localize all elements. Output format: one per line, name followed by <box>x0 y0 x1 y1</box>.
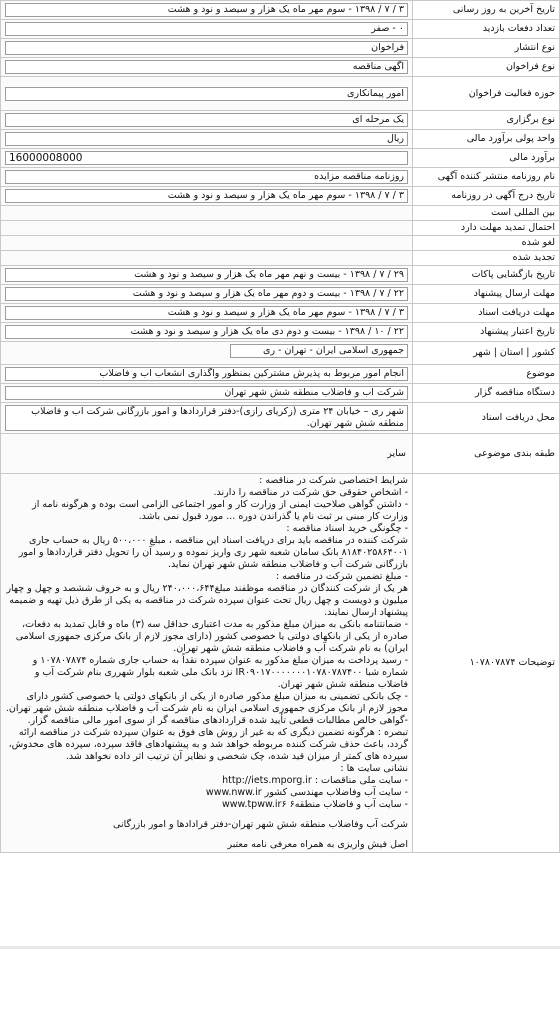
description-lines <box>5 475 408 851</box>
info-row <box>1 403 560 434</box>
info-label: لغو شده <box>413 236 560 251</box>
info-value-cell <box>1 206 413 221</box>
info-value-cell <box>1 168 413 187</box>
description-line: تبصره : هرگونه تضمین دیگری که به غیر از روش های فوق به عنوان سپرده شرکت در مناقصه ارائه گردد، باعث حذف شرکت کننده مربوطه خواهد شد و به پیشنهادهای فاقد سپرده، سپرده های مخدوش، سپرده های کمتر از میزان قید شده، چک شخصی و نظایر آن ترتیب اثر داده نخواهد شد. <box>8 727 408 762</box>
info-value-cell <box>1 187 413 206</box>
info-label: تاریخ آخرین به روز رسانی <box>413 1 560 20</box>
info-value-cell <box>1 39 413 58</box>
description-side-number: ۱۰۷۸۰۷۸۷۴ <box>469 657 516 668</box>
info-row <box>1 266 560 285</box>
info-row <box>1 149 560 168</box>
info-row <box>1 342 560 365</box>
info-value: ۲۲ / ۷ / ۱۳۹۸ - بیست و دوم مهر ماه یک هزار و سیصد و نود و هشت <box>5 287 408 301</box>
info-row <box>1 130 560 149</box>
info-value-cell <box>1 342 413 365</box>
info-label: موضوع <box>413 365 560 384</box>
info-label: کشور | استان | شهر <box>413 342 560 365</box>
info-label: دستگاه مناقصه گزار <box>413 384 560 403</box>
info-value-cell <box>1 266 413 285</box>
info-row <box>1 221 560 236</box>
info-label: واحد پولی برآورد مالی <box>413 130 560 149</box>
info-label: نوع انتشار <box>413 39 560 58</box>
info-label: طبقه بندی موضوعی <box>413 434 560 474</box>
info-row <box>1 58 560 77</box>
info-row <box>1 365 560 384</box>
info-value: امور پیمانکاری <box>5 87 408 101</box>
description-line: شرایط اختصاصی شرکت در مناقصه : <box>259 475 408 486</box>
info-value-cell <box>1 434 413 474</box>
info-row <box>1 206 560 221</box>
description-cell <box>1 474 413 853</box>
description-line: - مبلغ تضمین شرکت در مناقصه : <box>276 571 408 582</box>
info-label: تعداد دفعات بازدید <box>413 20 560 39</box>
info-row <box>1 384 560 403</box>
info-row <box>1 434 560 474</box>
footer-divider <box>0 946 560 949</box>
info-value: جمهوری اسلامی ایران - تهران - ری <box>230 344 408 358</box>
info-label: بین المللی است <box>413 206 560 221</box>
description-line: - سایت آب و فاضلاب منطقه۶ www.tpww.ir۶ <box>222 799 408 810</box>
description-line: -گواهی خالص مطالبات قطعی تأیید شده قراردادهای مناقصه گر از سوی امور مالی مناقصه گزار. <box>27 715 408 726</box>
info-value-cell <box>1 149 413 168</box>
description-line: - سایت آب وفاضلاب مهندسی کشور www.nww.ir <box>205 787 408 798</box>
info-row <box>1 236 560 251</box>
info-value-cell <box>1 365 413 384</box>
info-row <box>1 323 560 342</box>
info-row <box>1 20 560 39</box>
info-value-cell <box>1 221 413 236</box>
info-label: نام روزنامه منتشر کننده آگهی <box>413 168 560 187</box>
info-value: سایر <box>387 447 406 459</box>
info-value-cell <box>1 130 413 149</box>
info-value: فراخوان <box>5 41 408 55</box>
info-label: نوع برگزاری <box>413 111 560 130</box>
description-line: - ضمانتنامه بانکی به میزان مبلغ مذکور به مدت اعتباری حداقل سه (۳) ماه و قابل تمدید به دفعات، صادره از یکی از بانکهای دولتی یا خصوصی کشور (دارای مجوز لازم از بانک مرکزی جمهوری اسلامی ایران) به نام شرکت آب و فاضلاب منطقه شش شهر تهران. <box>15 619 408 654</box>
description-line: - اشخاص حقوقی حق شرکت در مناقصه را دارند. <box>213 487 408 498</box>
info-value: ۲۲ / ۱۰ / ۱۳۹۸ - بیست و دوم دی ماه یک هزار و سیصد و نود و هشت <box>5 325 408 339</box>
info-label: مهلت دریافت اسناد <box>413 304 560 323</box>
info-value-cell <box>1 384 413 403</box>
description-label-cell <box>413 474 560 853</box>
description-line: اصل فیش واریزی به همراه معرفی نامه معتبر <box>227 839 408 850</box>
info-label: مهلت ارسال پیشنهاد <box>413 285 560 304</box>
info-value-cell <box>1 251 413 266</box>
info-value: ۲۹ / ۷ / ۱۳۹۸ - بیست و نهم مهر ماه یک هزار و سیصد و نود و هشت <box>5 268 408 282</box>
description-line: - سایت ملی مناقصات : http://iets.mporg.ir <box>222 775 408 786</box>
description-line: - چگونگی خرید اسناد مناقصه : <box>286 523 408 534</box>
description-line: - چک بانکی تضمینی به میزان مبلغ مذکور صادره از یکی از بانکهای دولتی یا خصوصی کشور دارای مجوز لازم از بانک مرکزی جمهوری اسلامی ایران به نام شرکت آب و فاضلاب منطقه شش شهر تهران. <box>5 691 408 714</box>
info-value: ریال <box>5 132 408 146</box>
description-line: - رسید پرداخت به میزان مبلغ مذکور به عنوان سپرده نقداً به حساب جاری شماره ۱۰۷۸۰۷۸۷۴ و شماره شبا IR۰۹۰۱۷۰۰۰۰۰۰۰۱۰۷۸۰۷۸۷۴۰۰ نزد بانک ملی شعبه بلوار شهرری بنام شرکت آب و فاضلاب منطقه شش شهر تهران. <box>32 655 408 690</box>
description-line: نشانی سایت ها : <box>340 763 408 774</box>
description-line: شرکت کننده در مناقصه باید برای دریافت اسناد این مناقصه ، مبلغ ۵۰۰،۰۰۰ ریال به حساب جاری ۸۱۸۴۰۲۵۸۶۴۰۰۱ بانک سامان شعبه شهر ری واریز نموده و رسید آن را تحویل دفتر قراردادها و امور بازرگانی شرکت آب و فاضلاب منطقه شش شهر تهران نماید. <box>18 535 408 570</box>
info-label: برآورد مالی <box>413 149 560 168</box>
info-label: تاریخ درج آگهی در روزنامه <box>413 187 560 206</box>
info-value: یک مرحله ای <box>5 113 408 127</box>
info-value: انجام امور مربوط به پذیرش مشترکین بمنظور واگذاری انشعاب آب و فاضلاب <box>5 367 408 381</box>
description-line: هر یک از شرکت کنندگان در مناقصه موظفند مبلغ۲۴۰،۰۰۰،۶۴۴ ریال و به حروف ششصد و چهل و چهار میلیون و دویست و چهل ریال تحت عنوان سپرده شرکت در مناقصه به یکی از طرق ذیل تهیه و ضمیمه پیشنهاد ارسال نمایند. <box>6 583 408 618</box>
info-row <box>1 251 560 266</box>
description-line: - داشتن گواهی صلاحیت ایمنی از وزارت کار و امور اجتماعی الزامی است بوده و هرگونه نامه از وزارت کار مبنی بر ثبت نام یا گذراندن دوره ... مورد قبول نمی باشد. <box>32 499 408 522</box>
info-value-cell <box>1 58 413 77</box>
info-row <box>1 39 560 58</box>
info-row <box>1 111 560 130</box>
info-row <box>1 1 560 20</box>
info-value-cell <box>1 111 413 130</box>
info-value: روزنامه مناقصه مزایده <box>5 170 408 184</box>
info-value: ۳ / ۷ / ۱۳۹۸ - سوم مهر ماه یک هزار و سیصد و نود و هشت <box>5 3 408 17</box>
info-value: شرکت آب و فاضلاب منطقه شش شهر تهران <box>5 386 408 400</box>
description-line: شرکت آب وفاضلاب منطقه شش شهر تهران-دفتر قرادادها و امور بازرگانی <box>113 819 408 830</box>
info-value: آگهی مناقصه <box>5 60 408 74</box>
description-label: توضیحات <box>518 657 555 668</box>
info-rows <box>1 1 560 474</box>
info-row <box>1 77 560 111</box>
info-value-cell <box>1 20 413 39</box>
info-value-cell <box>1 236 413 251</box>
info-row <box>1 304 560 323</box>
info-value: ۰ - صفر <box>5 22 408 36</box>
info-label: تاریخ اعتبار پیشنهاد <box>413 323 560 342</box>
info-value-cell <box>1 1 413 20</box>
info-value-cell <box>1 285 413 304</box>
info-value-cell <box>1 403 413 434</box>
info-value: ۳ / ۷ / ۱۳۹۸ - سوم مهر ماه یک هزار و سیصد و نود و هشت <box>5 189 408 203</box>
info-label: حوزه فعالیت فراخوان <box>413 77 560 111</box>
info-value-cell <box>1 323 413 342</box>
info-label: نوع فراخوان <box>413 58 560 77</box>
info-value: شهر ری – خیابان ۲۴ متری (زکریای رازی)-دفتر قراردادها و امور بازرگانی شرکت آب و فاضلاب منطقه شش شهر تهران. <box>5 405 408 431</box>
info-row <box>1 285 560 304</box>
info-value-cell <box>1 304 413 323</box>
info-value: 16000008000 <box>5 151 408 165</box>
info-label: تجدید شده <box>413 251 560 266</box>
info-value-cell <box>1 77 413 111</box>
info-label: محل دریافت اسناد <box>413 403 560 434</box>
info-row <box>1 168 560 187</box>
info-label: تاریخ بازگشایی پاکات <box>413 266 560 285</box>
info-row <box>1 187 560 206</box>
info-label: احتمال تمدید مهلت دارد <box>413 221 560 236</box>
info-value: ۳ / ۷ / ۱۳۹۸ - سوم مهر ماه یک هزار و سیصد و نود و هشت <box>5 306 408 320</box>
description-row <box>1 474 560 853</box>
